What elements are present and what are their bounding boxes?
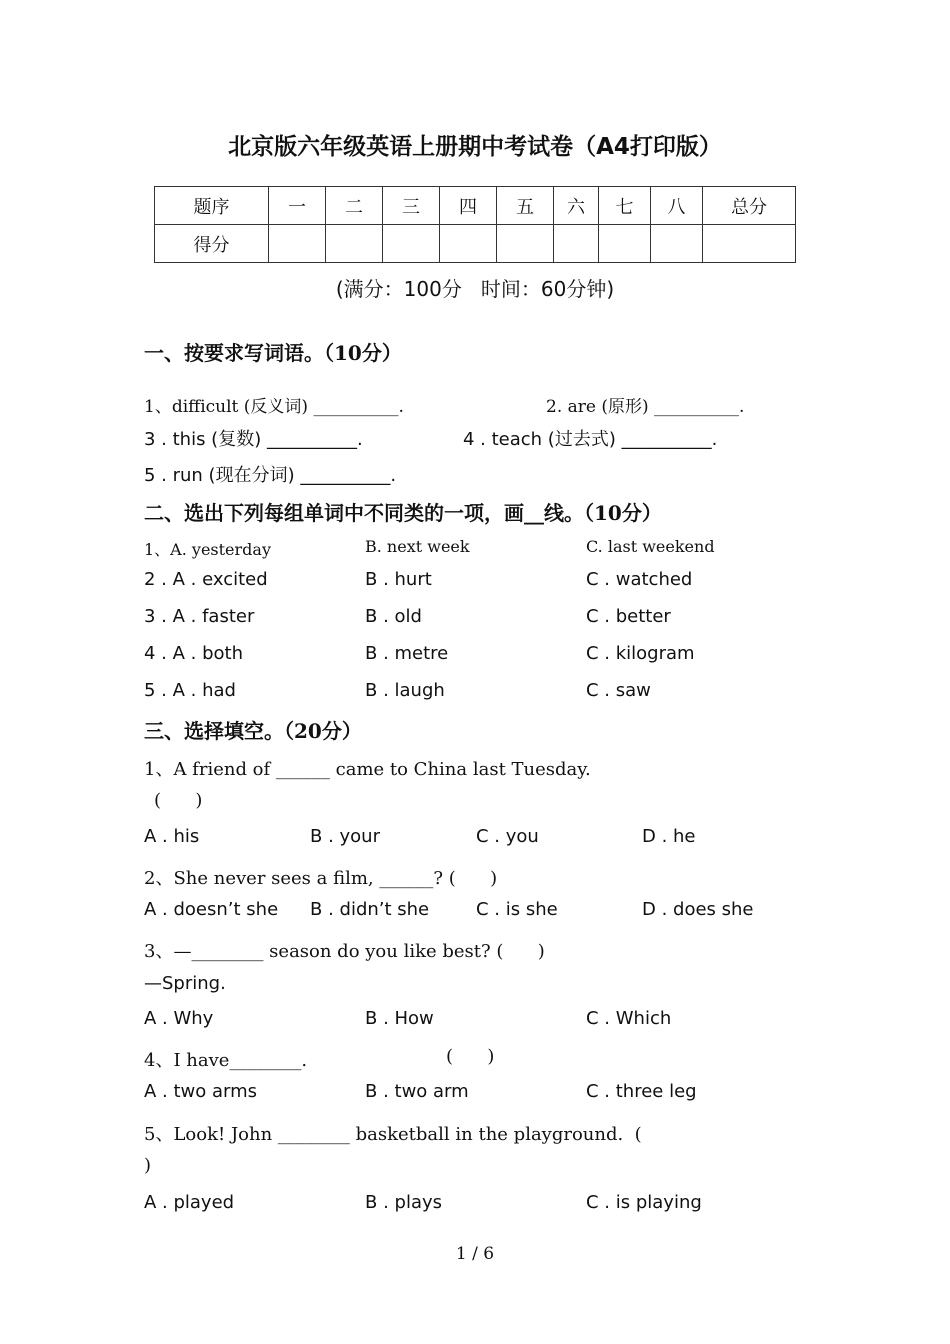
exam-info: (满分：100分 时间：60分钟) xyxy=(335,277,615,301)
answer-line: —Spring. xyxy=(144,973,226,994)
option: C. last weekend xyxy=(586,537,715,556)
question-stem: 2、She never sees a film, ______? ( ) xyxy=(144,868,498,889)
table-cell: 一 xyxy=(269,187,326,225)
table-cell: 八 xyxy=(651,187,703,225)
score-table xyxy=(154,186,796,263)
question: 2. are (原形) __________. xyxy=(546,397,745,417)
score-cell[interactable] xyxy=(651,225,703,263)
question: 1、difficult (反义词) __________. xyxy=(144,397,404,417)
score-table-score-row xyxy=(155,225,796,263)
question: 4 . teach (过去式) __________. xyxy=(463,429,718,450)
table-cell: 题序 xyxy=(155,187,269,225)
option: 4 . A . both xyxy=(144,643,243,664)
option: 3 . A . faster xyxy=(144,606,255,627)
option: C . watched xyxy=(586,569,693,590)
option: B . laugh xyxy=(365,680,445,701)
score-cell[interactable] xyxy=(383,225,440,263)
score-cell[interactable] xyxy=(326,225,383,263)
score-cell[interactable] xyxy=(440,225,497,263)
section-heading: 二、选出下列每组单词中不同类的一项，画__线。（10分） xyxy=(144,501,662,525)
section-heading: 三、选择填空。（20分） xyxy=(144,719,362,743)
option: B . plays xyxy=(365,1192,443,1213)
option: B. next week xyxy=(365,537,470,556)
score-cell[interactable] xyxy=(599,225,651,263)
option: B . hurt xyxy=(365,569,432,590)
option: D . does she xyxy=(642,899,754,920)
question-stem: 4、I have________. xyxy=(144,1050,308,1071)
answer-paren-close: ) xyxy=(144,1155,152,1176)
question: 5 . run (现在分词) __________. xyxy=(144,465,397,486)
option: A . his xyxy=(144,826,200,847)
table-cell: 七 xyxy=(599,187,651,225)
option: C . is playing xyxy=(586,1192,702,1213)
table-cell: 二 xyxy=(326,187,383,225)
table-cell: 总分 xyxy=(703,187,796,225)
table-cell: 三 xyxy=(383,187,440,225)
option: 1、A. yesterday xyxy=(144,540,271,559)
option: B . metre xyxy=(365,643,449,664)
table-cell: 得分 xyxy=(155,225,269,263)
option: C . better xyxy=(586,606,671,627)
option: A . played xyxy=(144,1192,235,1213)
option: C . saw xyxy=(586,680,651,701)
answer-paren: ( ) xyxy=(154,790,203,811)
score-cell[interactable] xyxy=(269,225,326,263)
option: A . two arms xyxy=(144,1081,258,1102)
option: 5 . A . had xyxy=(144,680,236,701)
option: B . two arm xyxy=(365,1081,469,1102)
option: A . doesn’t she xyxy=(144,899,279,920)
question-stem: 5、Look! John ________ basketball in the playground. ( xyxy=(144,1124,642,1145)
score-table-header-row xyxy=(155,187,796,225)
option: C . you xyxy=(476,826,539,847)
option: B . your xyxy=(310,826,380,847)
option: C . three leg xyxy=(586,1081,697,1102)
option: C . is she xyxy=(476,899,558,920)
section-heading: 一、按要求写词语。（10分） xyxy=(144,341,402,365)
page-title: 北京版六年级英语上册期中考试卷（A4打印版） xyxy=(228,134,722,160)
question: 3 . this (复数) __________. xyxy=(144,429,363,450)
score-cell[interactable] xyxy=(554,225,599,263)
option: C . Which xyxy=(586,1008,672,1029)
page-number: 1 / 6 xyxy=(455,1244,495,1264)
option: A . Why xyxy=(144,1008,214,1029)
option: C . kilogram xyxy=(586,643,695,664)
table-cell: 五 xyxy=(497,187,554,225)
table-cell: 四 xyxy=(440,187,497,225)
option: B . How xyxy=(365,1008,434,1029)
option: B . didn’t she xyxy=(310,899,430,920)
option: D . he xyxy=(642,826,696,847)
answer-paren: ( ) xyxy=(446,1046,495,1067)
table-cell: 六 xyxy=(554,187,599,225)
score-cell[interactable] xyxy=(703,225,796,263)
option: B . old xyxy=(365,606,422,627)
option: 2 . A . excited xyxy=(144,569,268,590)
question-stem: 1、A friend of ______ came to China last Tuesday. xyxy=(144,759,591,780)
score-cell[interactable] xyxy=(497,225,554,263)
question-stem: 3、—________ season do you like best? ( ) xyxy=(144,941,545,962)
